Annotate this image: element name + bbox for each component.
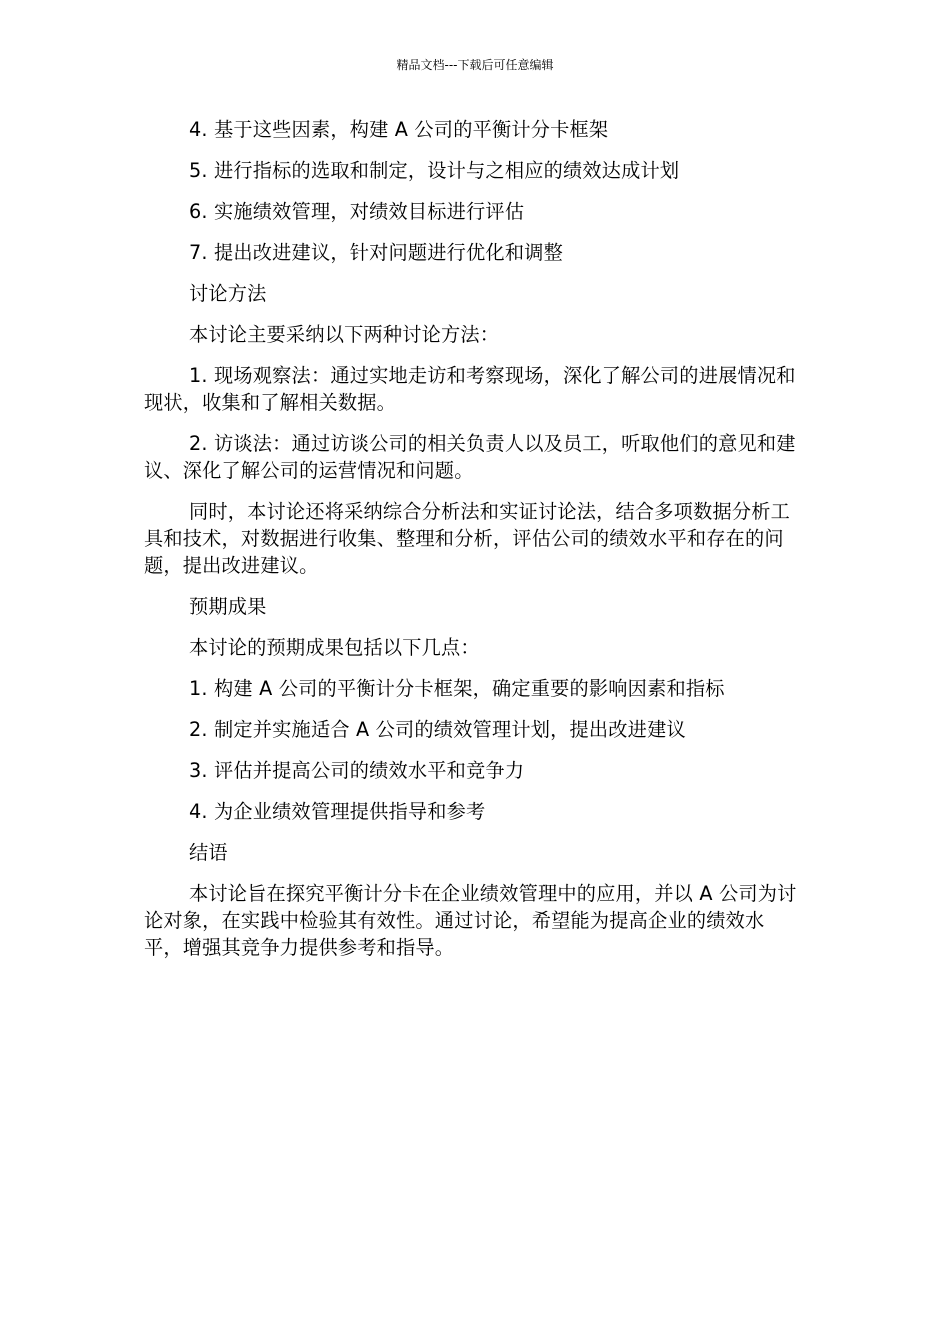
list-item-step-4: 4. 基于这些因素，构建 A 公司的平衡计分卡框架 xyxy=(189,118,609,141)
method-item-observation: 1. 现场观察法：通过实地走访和考察现场，深化了解公司的进展情况和现状，收集和了解相关数据。 xyxy=(144,364,796,414)
document-body xyxy=(144,116,799,975)
page-header: 精品文档---下载后可任意编辑 xyxy=(396,58,554,72)
methods-intro: 本讨论主要采纳以下两种讨论方法： xyxy=(189,323,500,346)
outcome-item-2: 2. 制定并实施适合 A 公司的绩效管理计划，提出改进建议 xyxy=(189,718,686,741)
outcome-item-4: 4. 为企业绩效管理提供指导和参考 xyxy=(189,800,486,823)
list-item-step-6: 6. 实施绩效管理，对绩效目标进行评估 xyxy=(189,200,525,223)
outcome-item-1: 1. 构建 A 公司的平衡计分卡框架，确定重要的影响因素和指标 xyxy=(189,677,725,700)
section-heading-outcomes: 预期成果 xyxy=(189,595,267,618)
outcomes-intro: 本讨论的预期成果包括以下几点： xyxy=(189,636,480,659)
methods-summary: 同时，本讨论还将采纳综合分析法和实证讨论法，结合多项数据分析工具和技术，对数据进行收集、整理和分析，评估公司的绩效水平和存在的问题，提出改进建议。 xyxy=(144,500,791,577)
list-item-step-5: 5. 进行指标的选取和制定，设计与之相应的绩效达成计划 xyxy=(189,159,680,182)
outcome-item-3: 3. 评估并提高公司的绩效水平和竞争力 xyxy=(189,759,525,782)
conclusion-text: 本讨论旨在探究平衡计分卡在企业绩效管理中的应用，并以 A 公司为讨论对象，在实践中检验其有效性。通过讨论，希望能为提高企业的绩效水平，增强其竞争力提供参考和指导。 xyxy=(144,882,797,959)
section-heading-conclusion: 结语 xyxy=(189,841,228,864)
section-heading-methods: 讨论方法 xyxy=(189,282,267,305)
method-item-interview: 2. 访谈法：通过访谈公司的相关负责人以及员工，听取他们的意见和建议、深化了解公司的运营情况和问题。 xyxy=(144,432,796,482)
list-item-step-7: 7. 提出改进建议，针对问题进行优化和调整 xyxy=(189,241,563,264)
